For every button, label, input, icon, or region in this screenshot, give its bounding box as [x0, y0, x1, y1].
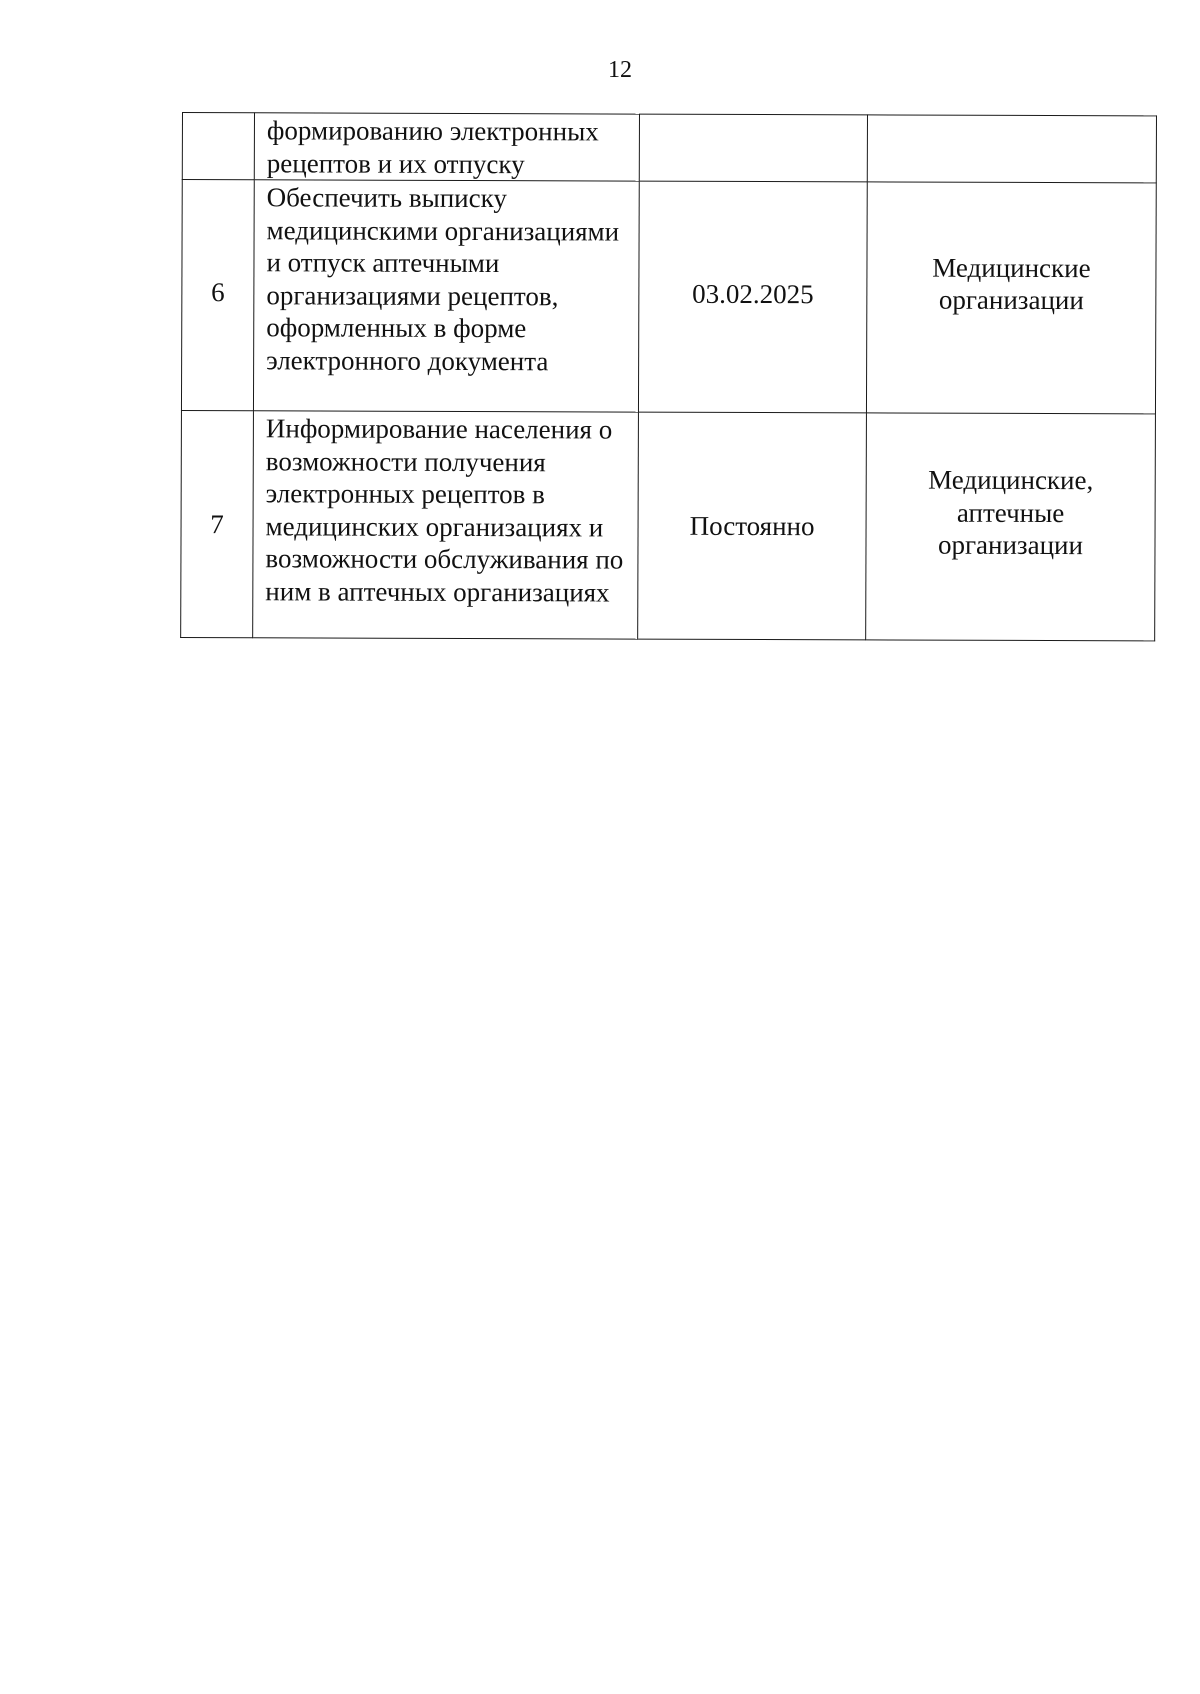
table-row: [181, 180, 1156, 414]
action-cell: [253, 411, 639, 639]
row-number-cell: [181, 180, 254, 411]
table-row: [181, 410, 1156, 640]
date-cell: [638, 181, 867, 413]
action-text: Информирование населения о возможности получения электронных рецептов в медицинских организациях и возможности обслуживания по ним в аптечных организациях: [265, 413, 624, 607]
row-number-cell: [181, 410, 254, 637]
action-cell: [253, 180, 639, 412]
responsible-text: Медицинские, аптечные организации: [928, 464, 1094, 561]
responsible-text: [868, 148, 1156, 149]
responsible-cell: [867, 115, 1156, 183]
responsible-text: Медицинские организации: [932, 252, 1091, 316]
date-text: Постоянно: [689, 510, 815, 541]
date-text: 03.02.2025: [692, 278, 814, 309]
action-text: Обеспечить выписку медицинскими организациями и отпуск аптечными организациями рецептов, оформленных в форме электронного документа: [266, 182, 620, 376]
action-cell: [254, 113, 639, 181]
table-row: [182, 113, 1156, 183]
page-number: 12: [608, 57, 632, 83]
row-number: 6: [211, 276, 225, 307]
row-number: 7: [210, 508, 224, 539]
plan-table: [180, 112, 1157, 641]
action-text: формированию электронных рецептов и их отпуску: [266, 115, 599, 179]
responsible-cell: [866, 413, 1156, 641]
row-number-cell: [182, 113, 254, 180]
date-cell: [638, 412, 867, 640]
date-cell: [639, 114, 867, 182]
responsible-cell: [866, 182, 1156, 414]
